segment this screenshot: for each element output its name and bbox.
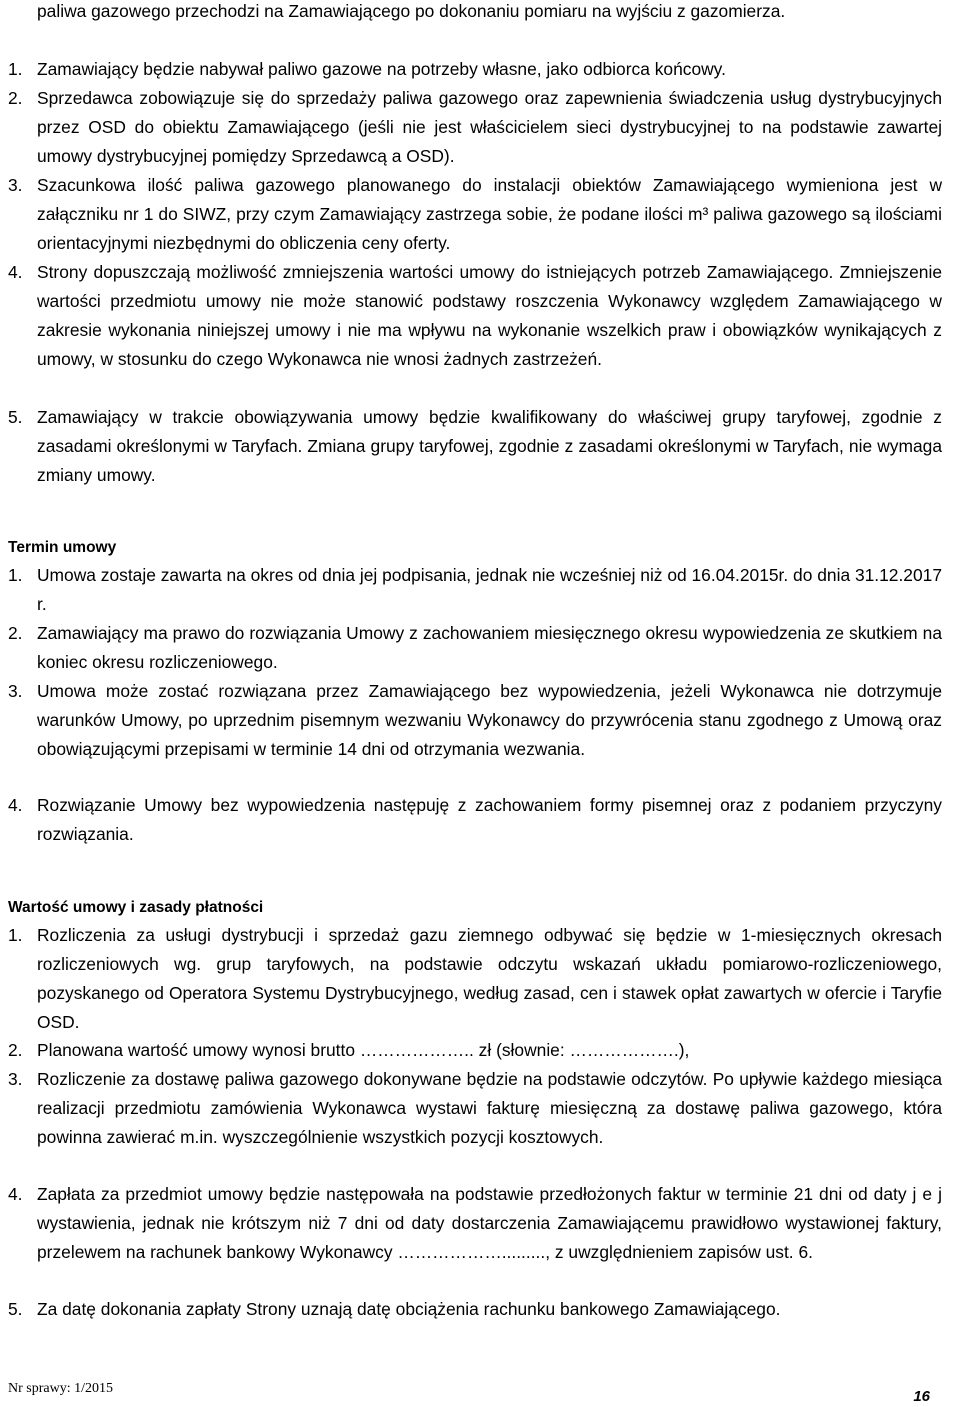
list-item <box>8 1036 942 1065</box>
item-text: Strony dopuszczają możliwość zmniejszenia wartości umowy do istniejących potrzeb Zamawiającego. Zmniejszenie wartości przedmiotu umowy nie może stanowić podstawy roszczenia Wykonawcy względem Zamawiającego w zakresie wykonania niniejszej umowy i nie ma wpływu na wykonanie wszelkich praw i obowiązków wynikających z umowy, w stosunku do czego Wykonawca nie wnosi żadnych zastrzeżeń. <box>37 262 942 369</box>
item-number: 1. <box>8 925 23 945</box>
list-item <box>8 1295 942 1324</box>
item-text: Zamawiający ma prawo do rozwiązania Umowy z zachowaniem miesięcznego okresu wypowiedzenia ze skutkiem na koniec okresu rozliczeniowego. <box>37 623 942 672</box>
section-heading-value: Wartość umowy i zasady płatności <box>8 899 264 916</box>
item-text: Zamawiający w trakcie obowiązywania umowy będzie kwalifikowany do właściwej grupy taryfowej, zgodnie z zasadami określonymi w Taryfach. Zmiana grupy taryfowej, zgodnie z zasadami określonymi w Taryfach, nie wymaga zmiany umowy. <box>37 407 942 485</box>
list-item <box>8 921 942 1037</box>
list-item <box>8 677 942 764</box>
list-item <box>8 171 942 258</box>
item-number: 2. <box>8 88 23 108</box>
item-text: Umowa może zostać rozwiązana przez Zamawiającego bez wypowiedzenia, jeżeli Wykonawca nie dotrzymuje warunków Umowy, po uprzednim pisemnym wezwaniu Wykonawcy do przywrócenia stanu zgodnego z Umową oraz obowiązującymi przepisami w terminie 14 dni od otrzymania wezwania. <box>37 681 942 759</box>
item-number: 1. <box>8 59 23 79</box>
case-number: Nr sprawy: 1/2015 <box>8 1381 113 1396</box>
intro-paragraph: paliwa gazowego przechodzi na Zamawiającego po dokonaniu pomiaru na wyjściu z gazomierza. <box>37 1 786 21</box>
list-item <box>8 561 942 619</box>
item-number: 4. <box>8 262 23 282</box>
item-text: Za datę dokonania zapłaty Strony uznają datę obciążenia rachunku bankowego Zamawiającego. <box>37 1299 781 1319</box>
item-text: Rozwiązanie Umowy bez wypowiedzenia następuję z zachowaniem formy pisemnej oraz z podaniem przyczyny rozwiązania. <box>37 795 942 844</box>
list-item <box>8 55 942 84</box>
item-text: Sprzedawca zobowiązuje się do sprzedaży paliwa gazowego oraz zapewnienia świadczenia usług dystrybucyjnych przez OSD do obiektu Zamawiającego (jeśli nie jest właścicielem sieci dystrybucyjnej to na podstawie zawartej umowy dystrybucyjnej pomiędzy Sprzedawcą a OSD). <box>37 88 942 166</box>
item-number: 5. <box>8 1299 23 1319</box>
list-item <box>8 403 942 490</box>
item-number: 3. <box>8 681 23 701</box>
item-number: 5. <box>8 407 23 427</box>
item-text: Umowa zostaje zawarta na okres od dnia jej podpisania, jednak nie wcześniej niż od 16.04.2015r. do dnia 31.12.2017 r. <box>37 565 942 614</box>
section-heading-term: Termin umowy <box>8 539 117 556</box>
item-number: 1. <box>8 565 23 585</box>
item-text: Zapłata za przedmiot umowy będzie następowała na podstawie przedłożonych faktur w terminie 21 dni od daty j e j wystawienia, jednak nie krótszym niż 7 dni od daty dostarczenia Zamawiającemu prawidłowo wystawionej faktury, przelewem na rachunek bankowy Wykonawcy ………………........., z uwzględnieniem zapisów ust. 6. <box>37 1184 942 1262</box>
item-text: Rozliczenia za usługi dystrybucji i sprzedaż gazu ziemnego odbywać się będzie w 1-miesięcznych okresach rozliczeniowych wg. grup taryfowych, na podstawie odczytu wskazań układu pomiarowo-rozliczeniowego, pozyskanego od Operatora Systemu Dystrybucyjnego, według zasad, cen i stawek opłat zawartych w ofercie i Taryfie OSD. <box>37 925 942 1032</box>
item-number: 3. <box>8 175 23 195</box>
list-item <box>8 791 942 849</box>
item-text: Zamawiający będzie nabywał paliwo gazowe na potrzeby własne, jako odbiorca końcowy. <box>37 59 726 79</box>
page-number: 16 <box>913 1388 930 1405</box>
item-number: 2. <box>8 1040 23 1060</box>
item-text: Szacunkowa ilość paliwa gazowego planowanego do instalacji obiektów Zamawiającego wymieniona jest w załączniku nr 1 do SIWZ, przy czym Zamawiający zastrzega sobie, że podane ilości m³ paliwa gazowego są ilościami orientacyjnymi niezbędnymi do obliczenia ceny oferty. <box>37 175 942 253</box>
list-item <box>8 1065 942 1152</box>
list-item <box>8 258 942 374</box>
item-number: 4. <box>8 795 23 815</box>
item-number: 4. <box>8 1184 23 1204</box>
item-number: 3. <box>8 1069 23 1089</box>
list-item <box>8 84 942 171</box>
item-text: Planowana wartość umowy wynosi brutto ……………….. zł (słownie: ……………….), <box>37 1040 690 1060</box>
item-number: 2. <box>8 623 23 643</box>
item-text: Rozliczenie za dostawę paliwa gazowego dokonywane będzie na podstawie odczytów. Po upływie każdego miesiąca realizacji przedmiotu zamówienia Wykonawca wystawi fakturę miesięczną za dostawę paliwa gazowego, która powinna zawierać m.in. wyszczególnienie wszystkich pozycji kosztowych. <box>37 1069 942 1147</box>
list-item <box>8 619 942 677</box>
list-item <box>8 1180 942 1267</box>
